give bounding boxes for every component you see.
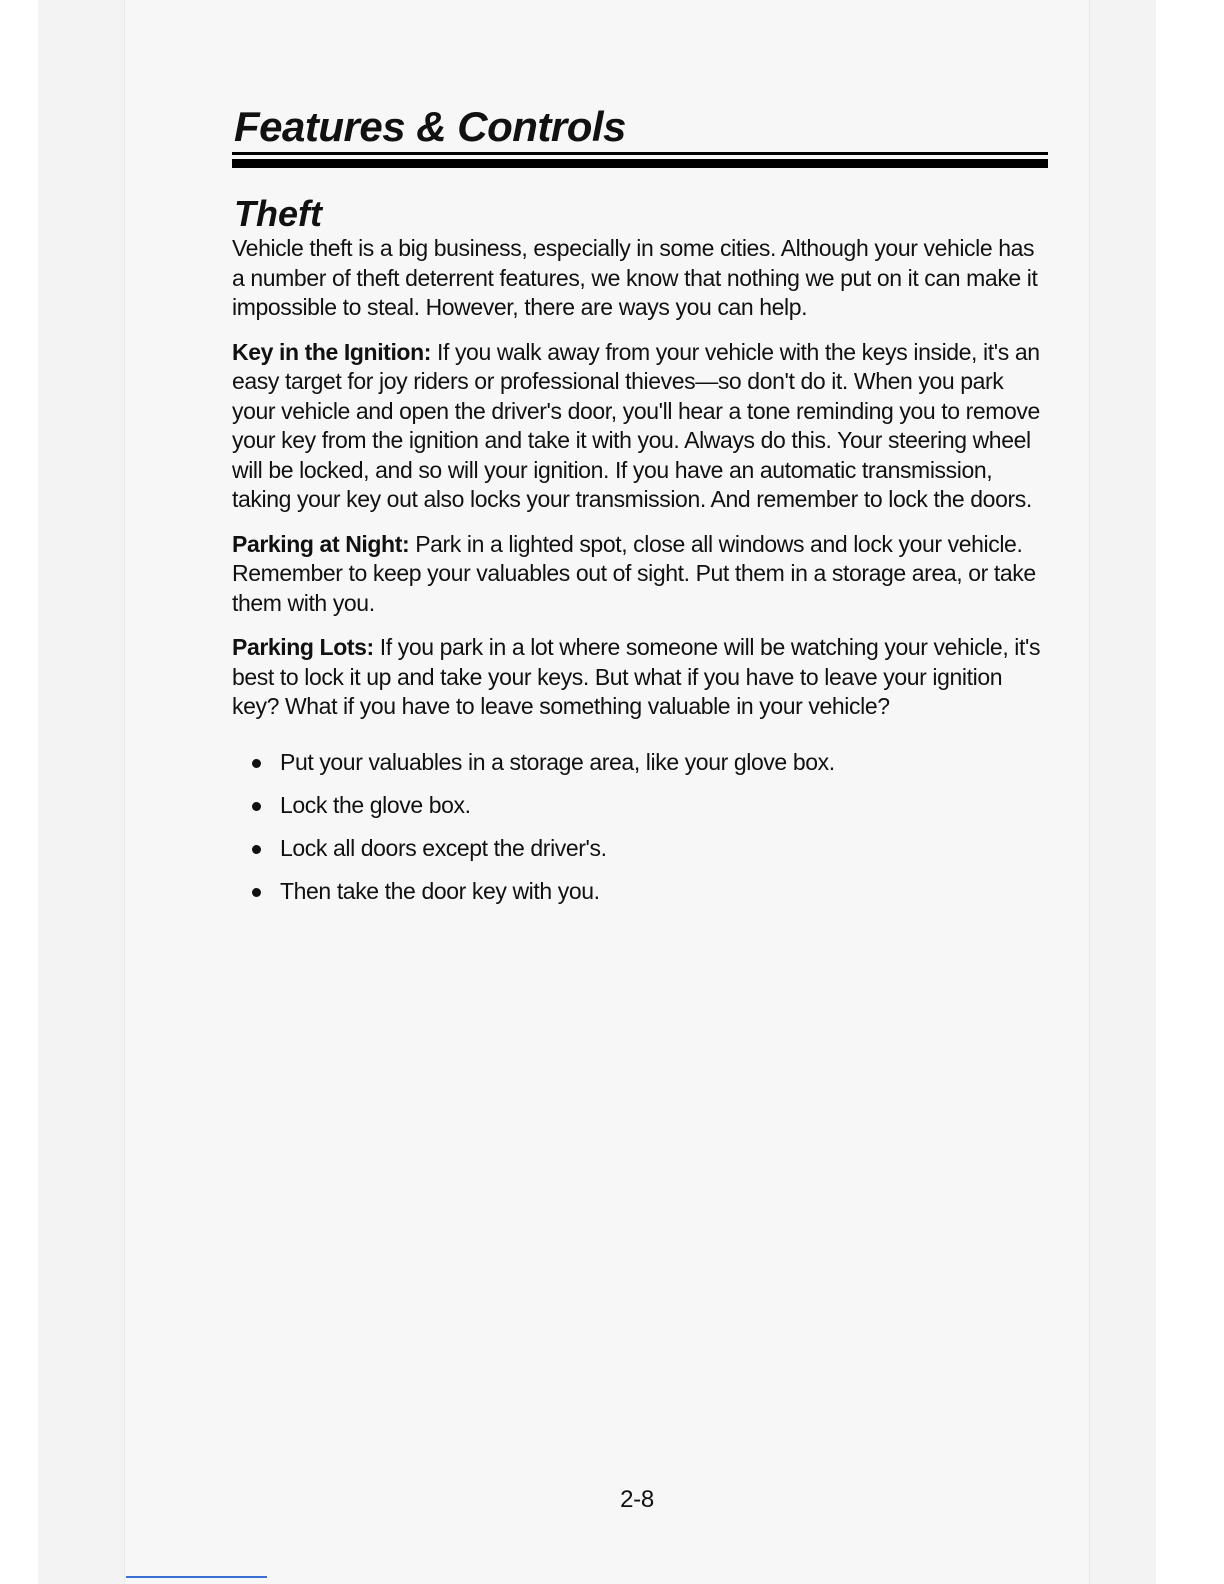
title-rule-thick bbox=[232, 159, 1048, 168]
intro-paragraph: Vehicle theft is a big business, especially in some cities. Although your vehicle has a number of theft deterrent features, we know that nothing we put on it can make it impossible to steal. However, there are ways you can help. bbox=[232, 235, 1038, 320]
paragraph-lead: Key in the Ignition: bbox=[232, 338, 431, 365]
list-item bbox=[250, 748, 1048, 778]
list-item bbox=[250, 877, 1048, 907]
bullet-icon bbox=[252, 802, 261, 811]
chapter-title: Features & Controls bbox=[234, 103, 626, 150]
footer-link-underline bbox=[126, 1576, 267, 1578]
list-item bbox=[250, 791, 1048, 821]
tips-list bbox=[232, 748, 1048, 907]
bullet-icon bbox=[252, 888, 261, 897]
list-item-text: Lock the glove box. bbox=[280, 791, 471, 818]
section-body bbox=[232, 234, 1048, 920]
bullet-icon bbox=[252, 759, 261, 768]
paragraph-key-in-ignition bbox=[232, 338, 1048, 515]
list-item bbox=[250, 834, 1048, 864]
paragraph-text: Park in a lighted spot, close all windows and lock your vehicle. Remember to keep your valuables out of sight. Put them in a storage area, or take them with you. bbox=[232, 530, 1036, 616]
paragraph-parking-lots bbox=[232, 633, 1048, 722]
section-title: Theft bbox=[234, 193, 322, 234]
bullet-icon bbox=[252, 845, 261, 854]
title-rule-thin bbox=[232, 152, 1048, 155]
paragraph-lead: Parking at Night: bbox=[232, 530, 410, 557]
paragraph-text: If you park in a lot where someone will be watching your vehicle, it's best to lock it up and take your keys. But what if you have to leave your ignition key? What if you have to leave something valuable in your vehicle? bbox=[232, 634, 1041, 719]
paragraph-parking-at-night bbox=[232, 530, 1048, 619]
page-number: 2-8 bbox=[620, 1486, 654, 1513]
list-item-text: Lock all doors except the driver's. bbox=[280, 834, 607, 861]
list-item-text: Put your valuables in a storage area, like your glove box. bbox=[280, 748, 835, 775]
list-item-text: Then take the door key with you. bbox=[280, 877, 600, 904]
paragraph-lead: Parking Lots: bbox=[232, 634, 374, 660]
paragraph-text: If you walk away from your vehicle with the keys inside, it's an easy target for joy riders or professional thieves—so don't do it. When you park your vehicle and open the driver's door, you'll hear a tone reminding you to remove your key from the ignition and take it with you. Always do this. Your steering wheel will be locked, and so will your ignition. If you have an automatic transmission, taking your key out also locks your transmission. And remember to lock the doors. bbox=[232, 338, 1040, 512]
